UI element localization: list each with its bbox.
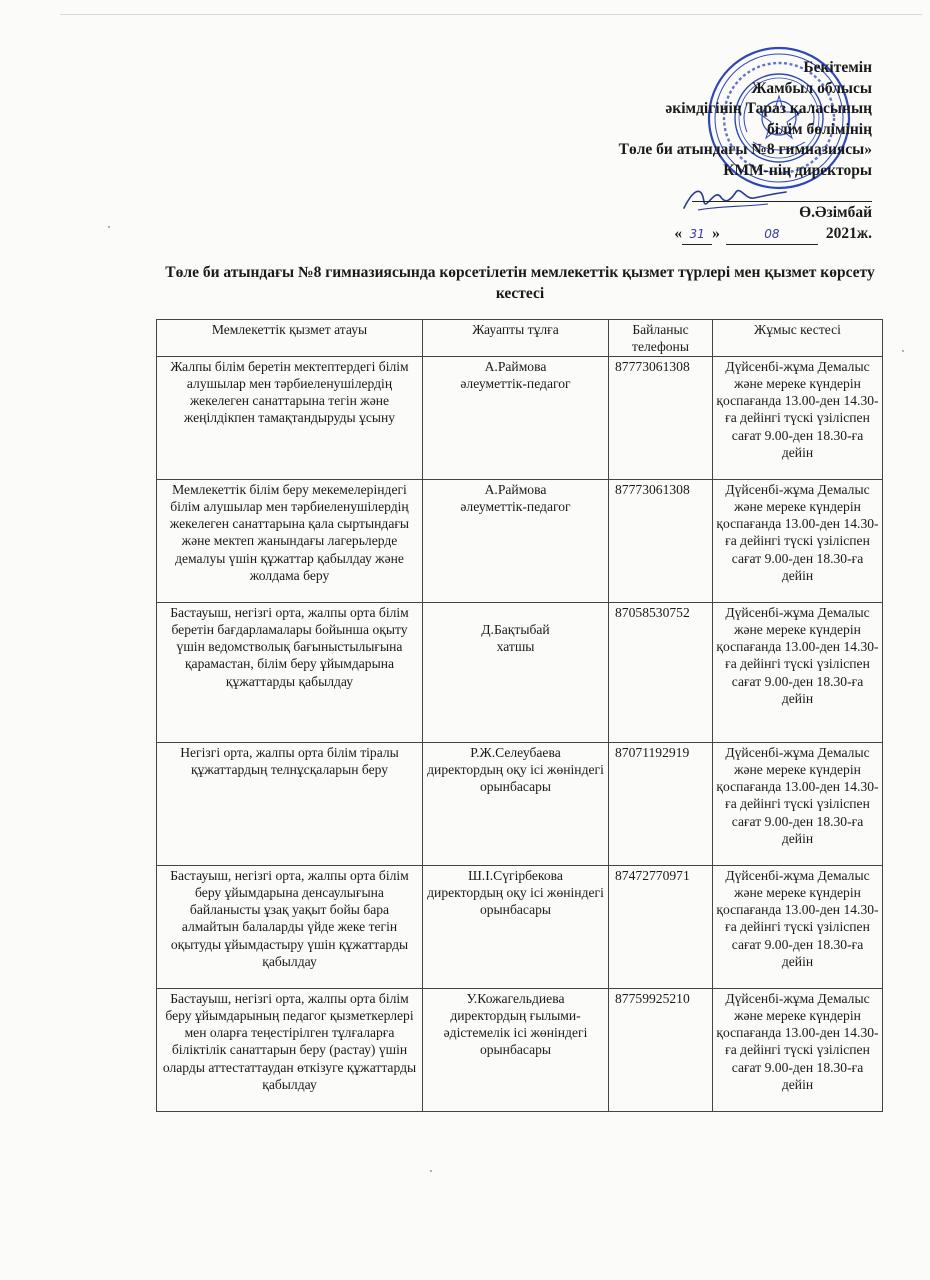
schedule-cell: Дүйсенбі-жұма Демалыс және мереке күндерін қоспағанда 13.00-ден 14.30-ға дейінгі түскі үзіліспен сағат 9.00-ден 18.30-ға дейін [713, 480, 883, 603]
table-header-row [157, 320, 883, 357]
person-cell [423, 989, 609, 1112]
phone-cell: 87759925210 [609, 989, 713, 1112]
scan-edge-line [60, 14, 922, 15]
phone-cell: 87071192919 [609, 743, 713, 866]
table-row [157, 743, 883, 866]
scan-speck [108, 226, 110, 228]
table-row [157, 480, 883, 603]
person-role: әлеуметтік-педагог [460, 376, 571, 392]
service-cell: Негізгі орта, жалпы орта білім тіралы құжаттардың телнұсқаларын беру [157, 743, 423, 866]
service-cell: Жалпы білім беретін мектептердегі білім алушылар мен тәрбиеленушілердің жекелеген санаттарына тегін және жеңілдікпен тамақтандыруды ұсыну [157, 357, 423, 480]
phone-cell: 87472770971 [609, 866, 713, 989]
signature-row [542, 181, 872, 203]
person-cell [423, 866, 609, 989]
person-cell [423, 357, 609, 480]
person-cell [423, 603, 609, 743]
person-name: Д.Бақтыбай [481, 622, 550, 638]
schedule-cell: Дүйсенбі-жұма Демалыс және мереке күндерін қоспағанда 13.00-ден 14.30-ға дейінгі түскі үзіліспен сағат 9.00-ден 18.30-ға дейін [713, 743, 883, 866]
approval-line: Жамбыл облысы [751, 79, 872, 97]
date-day: 31 [682, 224, 712, 246]
date-month: 08 [726, 224, 818, 246]
approval-line: Бекітемін [803, 59, 872, 76]
services-table [156, 319, 883, 1112]
person-role: хатшы [496, 639, 535, 655]
schedule-cell: Дүйсенбі-жұма Демалыс және мереке күндерін қоспағанда 13.00-ден 14.30-ға дейінгі түскі үзіліспен сағат 9.00-ден 18.30-ға дейін [713, 866, 883, 989]
approval-line: білім бөлімінің [766, 120, 872, 138]
approval-block [542, 58, 872, 245]
table-row [157, 989, 883, 1112]
header-contact-phone: Байланыс телефоны [609, 320, 713, 357]
header-service-name: Мемлекеттік қызмет атауы [157, 320, 423, 357]
date-open-quote: « [674, 224, 683, 242]
schedule-cell: Дүйсенбі-жұма Демалыс және мереке күндерін қоспағанда 13.00-ден 14.30-ға дейінгі түскі үзіліспен сағат 9.00-ден 18.30-ға дейін [713, 603, 883, 743]
table-row [157, 603, 883, 743]
person-role: директордың ғылыми-әдістемелік ісі жөніндегі орынбасары [443, 1008, 588, 1058]
phone-cell: 87773061308 [609, 357, 713, 480]
person-role: директордың оқу ісі жөніндегі орынбасары [427, 885, 604, 918]
person-role: әлеуметтік-педагог [460, 499, 571, 515]
schedule-cell: Дүйсенбі-жұма Демалыс және мереке күндерін қоспағанда 13.00-ден 14.30-ға дейінгі түскі үзіліспен сағат 9.00-ден 18.30-ға дейін [713, 989, 883, 1112]
approval-line: әкімдігінің Тараз қаласының [665, 100, 872, 117]
person-name: А.Раймова [484, 359, 547, 375]
director-name: Ө.Әзімбай [799, 204, 872, 221]
table-row [157, 866, 883, 989]
person-name: У.Кожагельдиева [466, 991, 565, 1007]
header-work-schedule: Жұмыс кестесі [713, 320, 883, 357]
approval-line: Төле би атындағы №8 гимназиясы» [618, 141, 872, 158]
signature-line [692, 187, 872, 202]
date-close-quote: » [712, 224, 720, 242]
schedule-cell: Дүйсенбі-жұма Демалыс және мереке күндерін қоспағанда 13.00-ден 14.30-ға дейінгі түскі үзіліспен сағат 9.00-ден 18.30-ға дейін [713, 357, 883, 480]
phone-cell: 87058530752 [609, 603, 713, 743]
person-cell [423, 480, 609, 603]
person-cell [423, 743, 609, 866]
service-cell: Мемлекеттік білім беру мекемелеріндегі білім алушылар мен тәрбиеленушілердің жекелеген санаттарына қала сыртындағы және мектеп жанындағы лагерьлерде демалуы үшін құжаттар қабылдау және жолдама беру [157, 480, 423, 603]
service-cell: Бастауыш, негізгі орта, жалпы орта білім беретін бағдарламалары бойынша оқыту үшін ведомстволық бағыныстылығына қарамастан, білім беру ұйымдарына құжаттарды қабылдау [157, 603, 423, 743]
table-row [157, 357, 883, 480]
service-cell: Бастауыш, негізгі орта, жалпы орта білім беру ұйымдарына денсаулығына байланысты ұзақ уақыт бойы бара алмайтын балаларды үйде жеке тегін оқытуды ұйымдастыру үшін құжаттарды қабылдау [157, 866, 423, 989]
approval-line: КММ-нің директоры [723, 161, 872, 179]
document-title: Төле би атындағы №8 гимназиясында көрсетілетін мемлекеттік қызмет түрлері мен қызмет көрсету кестесі [165, 264, 875, 302]
header-responsible-person: Жауапты тұлға [423, 320, 609, 357]
date-year: 2021ж. [825, 224, 872, 242]
person-name: А.Раймова [484, 482, 547, 498]
person-role: директордың оқу ісі жөніндегі орынбасары [427, 762, 604, 795]
service-cell: Бастауыш, негізгі орта, жалпы орта білім беру ұйымдарының педагог қызметкерлері мен оларға теңестірілген тұлғаларға біліктілік санаттарын беру (растау) үшін оларды аттестаттаудан өткізуге құжаттарды қабылдау [157, 989, 423, 1112]
approval-date [542, 224, 872, 246]
person-name: Р.Ж.Селеубаева [470, 745, 561, 761]
phone-cell: 87773061308 [609, 480, 713, 603]
scan-speck [430, 1170, 432, 1172]
person-name: Ш.І.Сүгірбекова [468, 868, 563, 884]
scan-speck [902, 350, 904, 352]
